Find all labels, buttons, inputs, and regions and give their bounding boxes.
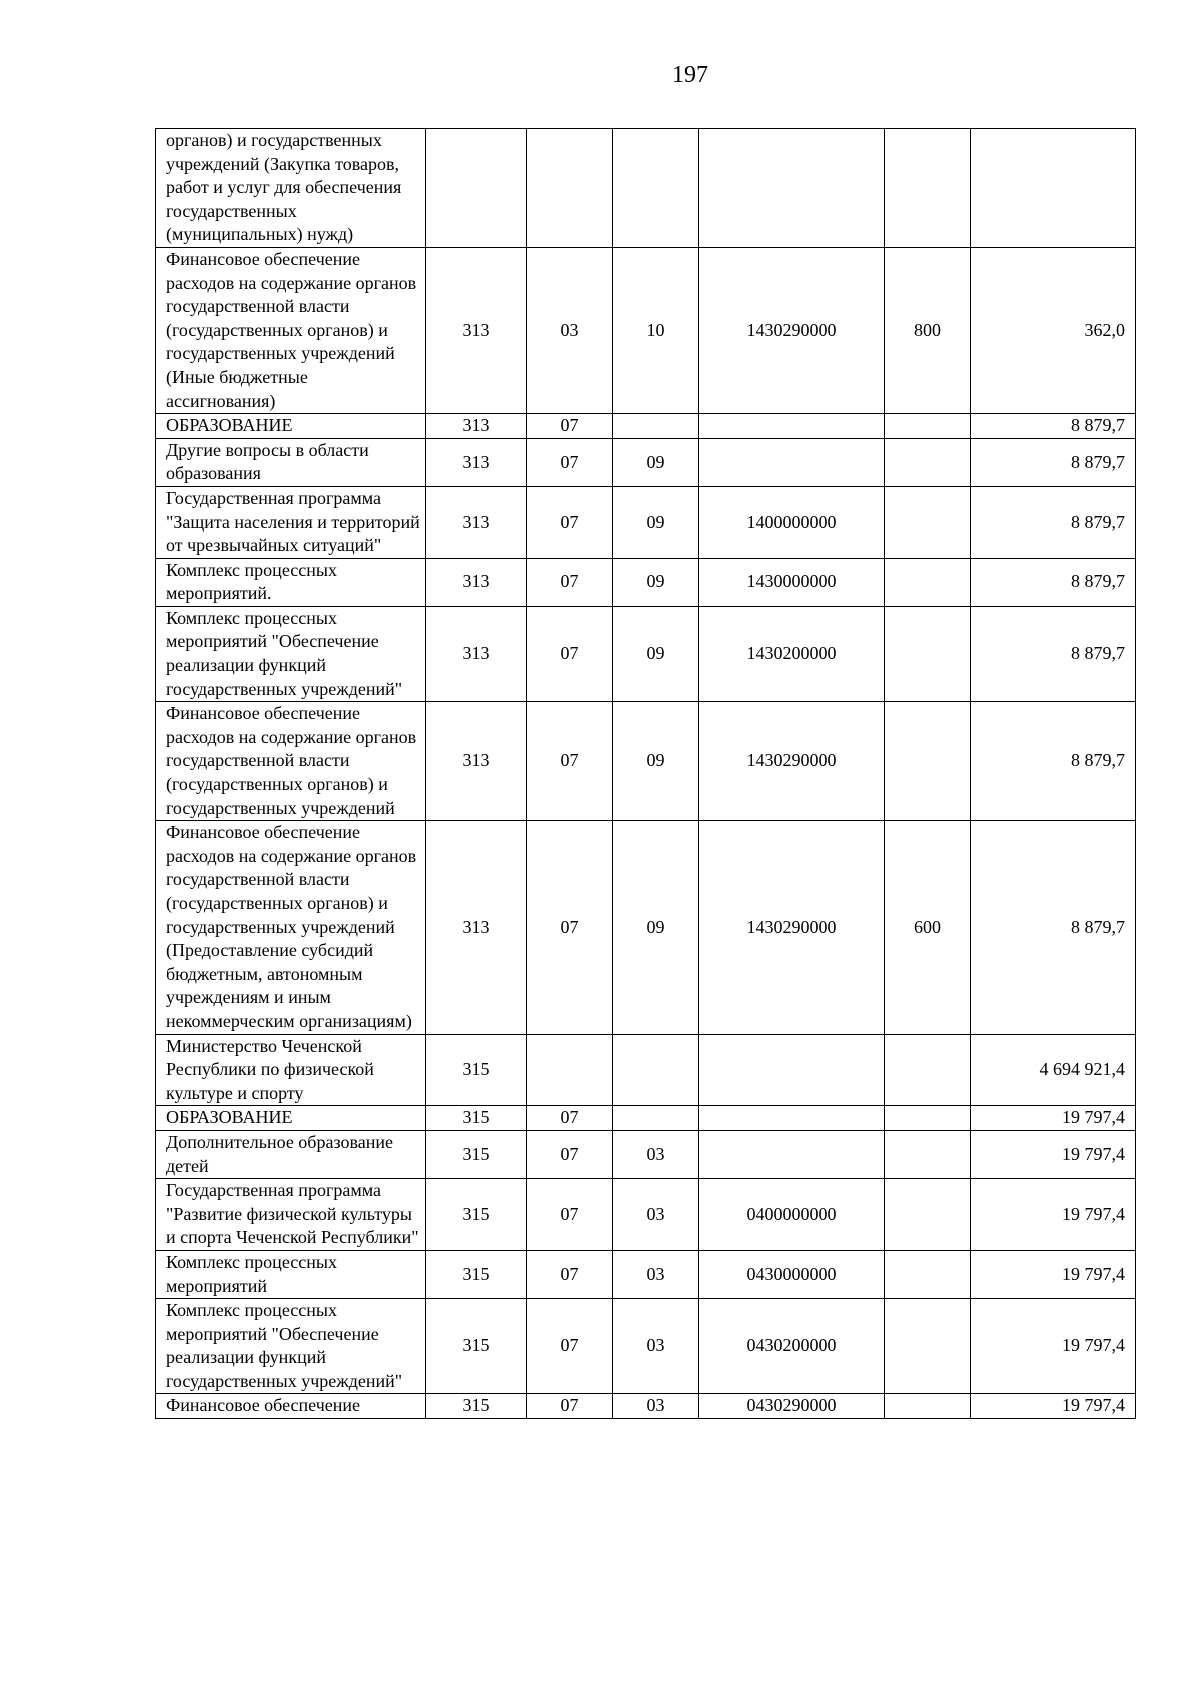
row-name-cell: Финансовое обеспечение расходов на содержание органов государственной власти (государственных органов) и государственных учреждений (Предоставление субсидий бюджетным, автономным учреждениям и иным некоммерческим организациям): [156, 821, 426, 1034]
row-target-article-cell: 1430200000: [699, 606, 885, 701]
row-section-cell: 07: [527, 821, 613, 1034]
table-row: [156, 1034, 1136, 1106]
row-subsection-cell: 09: [613, 606, 699, 701]
row-sum-cell: 19 797,4: [971, 1394, 1136, 1419]
row-sum-cell: 8 879,7: [971, 486, 1136, 558]
row-name-cell: органов) и государственных учреждений (Закупка товаров, работ и услуг для обеспечения государственных (муниципальных) нужд): [156, 129, 426, 248]
row-name-cell: Государственная программа "Развитие физической культуры и спорта Чеченской Республики": [156, 1179, 426, 1251]
row-target-article-cell: [699, 1106, 885, 1131]
row-grbs-cell: 315: [426, 1130, 527, 1178]
row-section-cell: 07: [527, 1299, 613, 1394]
row-target-article-cell: [699, 1034, 885, 1106]
table-row: [156, 1179, 1136, 1251]
row-section-cell: 07: [527, 606, 613, 701]
row-section-cell: 07: [527, 414, 613, 439]
row-expense-type-cell: [885, 1394, 971, 1419]
row-expense-type-cell: 600: [885, 821, 971, 1034]
row-subsection-cell: 03: [613, 1250, 699, 1298]
row-name-cell: Другие вопросы в области образования: [156, 438, 426, 486]
row-subsection-cell: 10: [613, 247, 699, 413]
row-target-article-cell: 1400000000: [699, 486, 885, 558]
table-row: [156, 414, 1136, 439]
row-grbs-cell: 313: [426, 486, 527, 558]
row-sum-cell: [971, 129, 1136, 248]
row-target-article-cell: 1430290000: [699, 702, 885, 821]
table-row: [156, 1106, 1136, 1131]
row-grbs-cell: 313: [426, 606, 527, 701]
row-expense-type-cell: [885, 438, 971, 486]
row-target-article-cell: [699, 414, 885, 439]
row-target-article-cell: [699, 1130, 885, 1178]
row-grbs-cell: 315: [426, 1034, 527, 1106]
row-target-article-cell: [699, 438, 885, 486]
row-name-cell: Финансовое обеспечение расходов на содержание органов государственной власти (государственных органов) и государственных учреждений (Иные бюджетные ассигнования): [156, 247, 426, 413]
row-target-article-cell: [699, 129, 885, 248]
row-subsection-cell: 03: [613, 1130, 699, 1178]
row-name-cell: Государственная программа "Защита населения и территорий от чрезвычайных ситуаций": [156, 486, 426, 558]
row-subsection-cell: [613, 1034, 699, 1106]
row-name-cell: Финансовое обеспечение расходов на содержание органов государственной власти (государственных органов) и государственных учреждений: [156, 702, 426, 821]
row-sum-cell: 19 797,4: [971, 1179, 1136, 1251]
row-grbs-cell: 313: [426, 414, 527, 439]
row-expense-type-cell: 800: [885, 247, 971, 413]
row-name-cell: Финансовое обеспечение: [156, 1394, 426, 1419]
table-row: [156, 1250, 1136, 1298]
row-expense-type-cell: [885, 1299, 971, 1394]
row-target-article-cell: 0430290000: [699, 1394, 885, 1419]
row-expense-type-cell: [885, 1250, 971, 1298]
row-sum-cell: 19 797,4: [971, 1299, 1136, 1394]
row-expense-type-cell: [885, 1130, 971, 1178]
table-row: [156, 438, 1136, 486]
row-subsection-cell: 09: [613, 438, 699, 486]
row-name-cell: Комплекс процессных мероприятий.: [156, 558, 426, 606]
row-sum-cell: 19 797,4: [971, 1106, 1136, 1131]
row-sum-cell: 8 879,7: [971, 606, 1136, 701]
row-name-cell: Комплекс процессных мероприятий: [156, 1250, 426, 1298]
row-sum-cell: 8 879,7: [971, 821, 1136, 1034]
row-section-cell: 07: [527, 1130, 613, 1178]
row-subsection-cell: [613, 414, 699, 439]
row-grbs-cell: 315: [426, 1106, 527, 1131]
row-expense-type-cell: [885, 702, 971, 821]
row-target-article-cell: 1430290000: [699, 247, 885, 413]
row-grbs-cell: 315: [426, 1179, 527, 1251]
row-expense-type-cell: [885, 1179, 971, 1251]
row-sum-cell: 8 879,7: [971, 438, 1136, 486]
row-section-cell: 07: [527, 702, 613, 821]
table-row: [156, 486, 1136, 558]
row-grbs-cell: [426, 129, 527, 248]
row-grbs-cell: 313: [426, 438, 527, 486]
row-section-cell: 07: [527, 1250, 613, 1298]
row-subsection-cell: 03: [613, 1394, 699, 1419]
row-subsection-cell: 09: [613, 821, 699, 1034]
row-target-article-cell: 1430000000: [699, 558, 885, 606]
table-row: [156, 1394, 1136, 1419]
row-section-cell: 07: [527, 1106, 613, 1131]
table-row: [156, 606, 1136, 701]
row-subsection-cell: 09: [613, 486, 699, 558]
row-name-cell: ОБРАЗОВАНИЕ: [156, 1106, 426, 1131]
row-name-cell: Дополнительное образование детей: [156, 1130, 426, 1178]
row-grbs-cell: 313: [426, 247, 527, 413]
row-expense-type-cell: [885, 606, 971, 701]
row-subsection-cell: 09: [613, 558, 699, 606]
row-target-article-cell: 0400000000: [699, 1179, 885, 1251]
row-section-cell: [527, 129, 613, 248]
row-section-cell: 03: [527, 247, 613, 413]
row-grbs-cell: 315: [426, 1250, 527, 1298]
budget-table: [155, 128, 1136, 1419]
row-sum-cell: 8 879,7: [971, 558, 1136, 606]
row-target-article-cell: 1430290000: [699, 821, 885, 1034]
row-expense-type-cell: [885, 1106, 971, 1131]
row-name-cell: Министерство Чеченской Республики по физической культуре и спорту: [156, 1034, 426, 1106]
table-row: [156, 1130, 1136, 1178]
page-number: 197: [672, 62, 708, 88]
row-sum-cell: 8 879,7: [971, 414, 1136, 439]
row-sum-cell: 362,0: [971, 247, 1136, 413]
row-section-cell: 07: [527, 438, 613, 486]
table-row: [156, 821, 1136, 1034]
table-row: [156, 1299, 1136, 1394]
row-target-article-cell: 0430000000: [699, 1250, 885, 1298]
row-grbs-cell: 313: [426, 558, 527, 606]
row-subsection-cell: [613, 129, 699, 248]
row-grbs-cell: 315: [426, 1299, 527, 1394]
row-target-article-cell: 0430200000: [699, 1299, 885, 1394]
row-section-cell: 07: [527, 486, 613, 558]
row-subsection-cell: 09: [613, 702, 699, 821]
table-row: [156, 702, 1136, 821]
row-sum-cell: 4 694 921,4: [971, 1034, 1136, 1106]
row-sum-cell: 19 797,4: [971, 1130, 1136, 1178]
row-sum-cell: 8 879,7: [971, 702, 1136, 821]
row-subsection-cell: [613, 1106, 699, 1131]
table-row: [156, 247, 1136, 413]
row-section-cell: 07: [527, 1394, 613, 1419]
row-section-cell: 07: [527, 558, 613, 606]
table-row: [156, 558, 1136, 606]
row-name-cell: ОБРАЗОВАНИЕ: [156, 414, 426, 439]
row-grbs-cell: 313: [426, 702, 527, 821]
row-expense-type-cell: [885, 1034, 971, 1106]
row-section-cell: [527, 1034, 613, 1106]
row-sum-cell: 19 797,4: [971, 1250, 1136, 1298]
row-expense-type-cell: [885, 558, 971, 606]
row-name-cell: Комплекс процессных мероприятий "Обеспечение реализации функций государственных учреждений": [156, 1299, 426, 1394]
row-grbs-cell: 313: [426, 821, 527, 1034]
table-row: [156, 129, 1136, 248]
row-subsection-cell: 03: [613, 1299, 699, 1394]
budget-table-body: [156, 129, 1136, 1419]
row-section-cell: 07: [527, 1179, 613, 1251]
row-name-cell: Комплекс процессных мероприятий "Обеспечение реализации функций государственных учреждений": [156, 606, 426, 701]
row-grbs-cell: 315: [426, 1394, 527, 1419]
row-expense-type-cell: [885, 486, 971, 558]
row-expense-type-cell: [885, 414, 971, 439]
row-subsection-cell: 03: [613, 1179, 699, 1251]
row-expense-type-cell: [885, 129, 971, 248]
